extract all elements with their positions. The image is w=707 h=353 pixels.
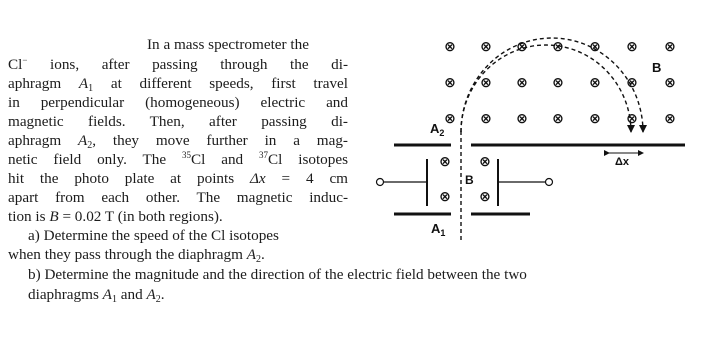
field-into-page-icon: ⊗: [626, 110, 638, 126]
field-into-page-icon: ⊗: [552, 74, 564, 90]
field-into-page-icon: ⊗: [626, 38, 638, 54]
field-into-page-icon: ⊗: [439, 188, 451, 204]
field-into-page-icon: ⊗: [480, 110, 492, 126]
text-line-12: when they pass through the diaphragm $A_2$.: [8, 246, 265, 265]
field-into-page-icon: ⊗: [552, 38, 564, 54]
text-line-6: aphragm $A_2$, they move further in a mag-: [8, 132, 348, 151]
field-into-page-icon: ⊗: [516, 110, 528, 126]
terminal-right: [546, 179, 553, 186]
label-delta-x: Δx: [615, 156, 630, 168]
field-into-page-icon: ⊗: [480, 38, 492, 54]
text-line-4: in perpendicular (homogeneous) electric and: [8, 94, 348, 111]
field-into-page-icon: ⊗: [626, 74, 638, 90]
field-into-page-icon: ⊗: [444, 110, 456, 126]
text-line-11: a) Determine the speed of the Cl isotopes: [28, 227, 279, 244]
field-into-page-icon: ⊗: [479, 153, 491, 169]
text-line-13: b) Determine the magnitude and the direction of the electric field between the two: [28, 266, 527, 283]
field-into-page-icon: ⊗: [516, 38, 528, 54]
text-line-3: aphragm $A_1$ at different speeds, first travel: [8, 75, 349, 94]
text-line-8: hit the photo plate at points Δx = 4 cm: [8, 170, 348, 187]
ion-trajectory: [461, 38, 643, 240]
text-line-14: diaphragms $A_1$ and $A_2$.: [28, 286, 165, 305]
field-into-page-icon: ⊗: [589, 38, 601, 54]
field-into-page-icon: ⊗: [664, 110, 676, 126]
field-into-page-icon: ⊗: [589, 110, 601, 126]
field-into-page-icon: ⊗: [589, 74, 601, 90]
label-b-field: B: [652, 60, 662, 75]
text-line-10: tion is B = 0.02 T (in both regions).: [8, 208, 223, 225]
field-into-page-icon: ⊗: [444, 74, 456, 90]
field-into-page-icon: ⊗: [664, 74, 676, 90]
text-line-7: netic field only. The $^{35}$Cl and $^{37}$Cl isotopes: [8, 150, 349, 168]
label-a1: $A_1$: [431, 221, 446, 238]
field-into-page-icon: ⊗: [480, 74, 492, 90]
field-into-page-icon: ⊗: [664, 38, 676, 54]
text-line-5: magnetic fields. Then, after passing di-: [8, 113, 348, 130]
field-into-page-icon: ⊗: [444, 38, 456, 54]
field-into-page-icon: ⊗: [479, 188, 491, 204]
terminal-left: [377, 179, 384, 186]
field-into-page-icon: ⊗: [516, 74, 528, 90]
field-into-page-icon: ⊗: [439, 153, 451, 169]
magnetic-field-upper: [444, 38, 676, 126]
text-line-1: In a mass spectrometer the: [147, 36, 309, 53]
label-a2: $A_2$: [430, 121, 445, 138]
label-b-selector: B: [465, 173, 474, 187]
text-line-2: Cl− ions, after passing through the di-: [8, 55, 349, 73]
field-into-page-icon: ⊗: [552, 110, 564, 126]
text-line-9: apart from each other. The magnetic induc-: [8, 189, 348, 206]
